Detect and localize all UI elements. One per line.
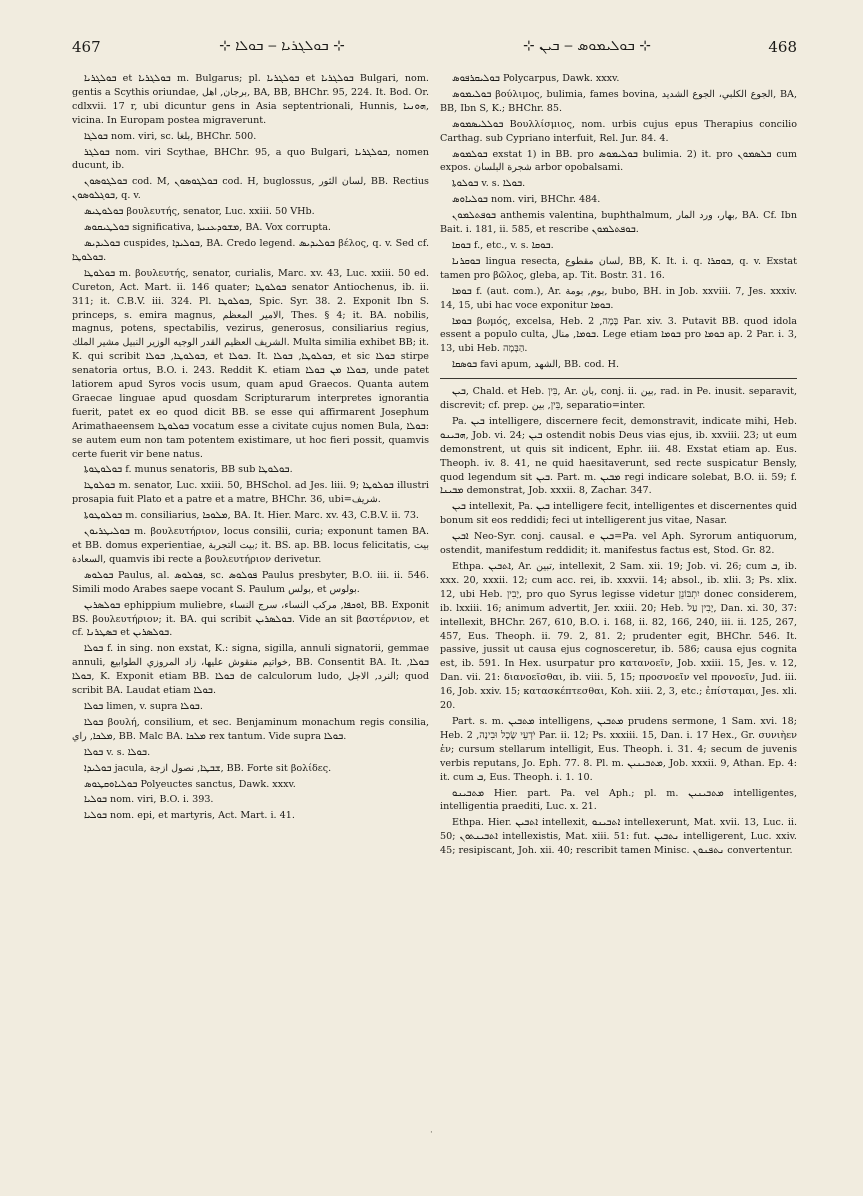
right-running-title: ⊹ ܒܘܠܝܡܘܣ ‒ ܒܝܢ ⊹ — [523, 38, 651, 54]
left-column — [72, 72, 429, 1122]
dictionary-entry: ܒܘܠܝܕܐ jacula, ܫܒܛܐ, نصول ازجة, BB. Forte sit βολίδες. — [84, 762, 332, 774]
dictionary-entry: ܐܒܝܢ Neo-Syr. conj. causal. e ܒܝܢ=Pa. vel Aph. Syrorum antiquorum, ostendit, manifestum reddidit; it. manifestus factus est, Stod. Gr. 82. — [440, 531, 797, 557]
dictionary-entry: ܒܘܠܝܐܘܣ nom. viri, BHChr. 484. — [452, 194, 601, 206]
dictionary-entry: Ethpa. Hier. ܐܬܒܝܢ intellexit, ܐܬܒܝܢܘ intellexerunt, Mat. xvii. 13, Luc. ii. 50; ܐܬܒܝܢܬܘܢ intellexistis, Mat. xiii. 51: fut. ܢܬܒܝܢ intelligerent, Luc. xxiv. 45; resipiscant, Joh. xii. 40; rescribit tamen Minisc. ܢܬܦܢܘܢ convertentur. — [440, 817, 797, 857]
dictionary-entry: ܒܘܠܘܣ Paulus, al. ܦܘܠܘܣ, sc. ܦܘܠܘܣ Paulus presbyter, B.O. iii. ii. 546. Simili modo Arabes saepe vocant S. Paulum بولس, et بولوس. — [72, 569, 429, 595]
dictionary-entry: ܒܘܠܛܝܩܘܣ significativa, ܡܫܘܕܥܢܝܬܐ, BA. Vox corrupta. — [84, 222, 331, 234]
dictionary-entry: ܒܘܦܬܠܡܘܢ anthemis valentina, buphthalmum, بهار، ورد المار, BA. Cf. Ibn Bait. i. 181, ii. 585, et rescribe ܒܘܦܬܠܡܘܢ. — [440, 210, 797, 236]
dictionary-entry: ܒܘܠܝܐ nom. epi, et martyris, Act. Mart. i. 41. — [84, 810, 295, 822]
dictionary-entry: ܒܘܠܘܛܐ m. βουλευτής, senator, curialis, Marc. xv. 43, Luc. xxiii. 50 ed. Cureton, Act. Mart. ii. 146 quater; ܒܘܠܘܛܐ senator Antiochenus, ib. ii. 311; it. C.B.V. iii. 324. Pl. ܒܘܠܘܛܐ, Spic. Syr. 38. 2. Exponit Ibn S. princeps, s. emira magnus, الامير المعظم, Thes. § 4; it. BA. nobilis, magnus, potens, spectabilis, vezirus, generosus, consiliarius regius, الشريف العظيم القدر الوجيه الوزير النبيل مشير الملك. Multa similia exhibet BB; it. K. qui scribit ܒܘܠܘܛܐ, ܒܘܠܐ, et ܒܘܠܐ. It. ܒܘܠܘܛܐ, ܒܘܠܐ, et sic ܒܘܠܐ stirpe senatoria ortus, B.O. i. 243. Reddit K. etiam ܒܘܠܐ ܡܢ ܒܘܠܐ, unde patet latiorem apud Syros vocis usum, quam apud Graecos. Quanta autem Graecae linguae apud quosdam Scripturarum interpretes ignorantia fuerit, patet ex eo quod dicit BB. se esse qui affirmarent Josephum Arimathaeensem ܒܘܠܘܛܐ vocatum esse a civitate cujus nomen Bula, ܒܘܠܐ: se autem eum non tam potentem existimare, ut hoc fieri possit, quamvis certe fuerit vir bene natus. — [72, 267, 429, 460]
left-page-number: 467 — [72, 38, 101, 56]
dictionary-entry: ܒܘܠܝܕܝܣ cuspides, ܒܘܠܝܕܐ, BA. Credo legend. ܒܘܠܝܕܝܣ βέλος, q. v. Sed cf. ܒܘܠܘܛܐ. — [72, 237, 429, 263]
dictionary-entry: Part. s. m. ܡܬܒܝܢ intelligens, ܡܬܒܝܢ prudens sermone, 1 Sam. xvi. 18; Heb. יֹדְעֵי שֶׂכֶל וּבִינָה, 2 Par. ii. 12; Ps. xxxiii. 15, Dan. i. 17 Hex., Gr. συνιὴεν ἐν; cursum stellarum intelligit, Eus. Theoph. i. 31. 4; secum de juvenis verbis reputans, Jo. Eph. 77. 8. Pl. m. ܡܬܒܝܢܝܢ, Job. xxxii. 9, Athan. Ep. 4: it. cum ܒ, Eus. Theoph. i. 1. 10. — [440, 715, 797, 783]
section-divider — [440, 378, 797, 379]
dictionary-entry: ܒܘܠܘܛܐ m. senator, Luc. xxiii. 50, BHSchol. ad Jes. liii. 9; ܒܘܠܘܛܐ illustri prosapia fuit Plato et a patre et a matre, BHChr. 36, ubi=شريف. — [72, 480, 429, 506]
dictionary-entry: ܒܘܡܐ f. (aut. com.), Ar. بوم, بومة, bubo, BH. in Job. xxviii. 7, Jes. xxxiv. 14, 15, ubi hac voce exponitur ܒܘܡܐ. — [440, 285, 797, 311]
dictionary-entry: ܒܘܠܘܛܘܬܐ f. munus senatoris, BB sub ܒܘܠܘܛܐ. — [84, 464, 293, 476]
dictionary-entry: ܒܘܠܐ v. s. ܒܘܠܐ. — [84, 746, 151, 758]
right-page-number: 468 — [768, 38, 797, 56]
dictionary-entry: ܒܘܣܩܐ favi apum, الشهد, BB. cod. H. — [452, 359, 620, 371]
dictionary-entry: ܒܝܢ, Chald. et Heb. בִּין, Ar. بان, conj. ii. بين, rad. in Pe. inusit. separavit, discrevit; cf. prep. בֵּין, بين, separatio=inter. — [440, 386, 797, 412]
dictionary-entry: ܒܘܠܝܡܘܣ βούλιμος, bulimia, fames bovina, الجوع الكلبي، الجوع الشديد, BA, BB, Ibn S, K.; BHChr. 85. — [440, 88, 797, 114]
dictionary-entry: ܒܘܠܐ f. in sing. non exstat, K.: signa, sigilla, annuli signatorii, gemmae annuli, خواتيم منقوش عليها، زاد المروزي الطوابيع, BB. Consentit BA. It. ܒܘܠܐ, ܒܘܠܐ, K. Exponit etiam BB. ܒܘܠܐ de calculorum ludo, النرد, الاجل; quod scribit BA. Laudat etiam ܒܘܠܐ. — [72, 643, 429, 697]
dictionary-entry: ܒܘܠܓܪܝܐ et ܒܘܠܓܪܝܐ m. Bulgarus; pl. ܒܘܠܓܪܝܐ et ܒܘܠܓܪܝܐ Bulgari, nom. gentis a Scythis oriundae, برجان, اهل, BA, BB, BHChr. 95, 224. It. Bod. Or. cdlxvii. 17 r, ubi dicuntur gens in Asia septentrionali, Hunnis, ܗܘܢܝܐ, vicina. In Europam postea migraverunt. — [72, 73, 429, 126]
dictionary-entry: ܒܘܩܐ f., etc., v. s. ܒܘܩܐ. — [452, 239, 554, 251]
dictionary-entry: ܒܘܠܡܘܣ exstat 1) in BB. pro ܒܘܠܝܡܘܣ bulimia. 2) it. pro ܒܠܣܡܘܢ cum expos. شجرة البلسان arbor opobalsami. — [440, 148, 797, 174]
page-header — [72, 38, 797, 62]
dictionary-entry: ܒܝܢ intellexit, Pa. ܒܝܢ intelligere fecit, intelligentes et discernentes quid bonum sit eos reddidi; feci ut intelligerent jus vitae, Nasar. — [440, 501, 797, 527]
dictionary-entry: ܒܘܠܝܩܪܦܘܣ Polycarpus, Dawk. xxxv. — [452, 73, 620, 84]
dictionary-entry: ܒܘܠܓܘܣܘܢ cod. M, ܒܘܠܓܘܣܘܢ cod. H, buglossus, لسان الثور, BB. Rectius ܒܘܓܠܘܣܘܢ, q. v. — [72, 176, 429, 202]
dictionary-entry: ܒܘܩܪܢܐ lingua resecta, لسان مقطوع, BB, K. It. i. q. ܒܘܩܪܐ, q. v. Exstat tamen pro βῶλος, gleba, ap. Tit. Bostr. 31. 16. — [440, 255, 797, 281]
dictionary-entry: ܒܘܠܘܬܐ v. s. ܒܘܠܐ. — [452, 178, 526, 190]
dictionary-entry: ܡܬܒܝܢܘ Hier. part. Pa. vel Aph.; pl. m. ܡܬܒܝܢܝܢ intelligentes, intelligentia praediti, Luc. x. 21. — [440, 787, 797, 813]
right-column-entries-bottom — [440, 385, 797, 858]
dictionary-entry: ܒܘܠܠܝܣܡܘܣ Βουλλίσμιος, nom. urbis cujus epus Therapius concilio Carthag. sub Cypriano interfuit, Rel. Jur. 84. 4. — [440, 118, 797, 144]
dictionary-entry: ܒܘܠܓܐ nom. viri, sc. بلغا, BHChr. 500. — [84, 130, 257, 142]
dictionary-entry: ܒܘܡܐ βωμός, excelsa, Heb. בָּמָה, 2 Par. xiv. 3. Putavit BB. quod idola essent a populo culta, ܒܘܡܐ, منال. Lege etiam ܒܘܡܐ pro ܒܘܡܐ ap. 2 Par. i. 3, 13, ubi Heb. הַבָּמָה. — [440, 315, 797, 355]
dictionary-entry: ܒܘܠܘܛܘܬܐ m. consiliarius, ܡܠܘܟܐ, BA. It. Hier. Marc. xv. 43, C.B.V. ii. 73. — [84, 510, 419, 522]
dictionary-entry: ܒܘܠܓܪ nom. viri Scythae, BHChr. 95, a quo Bulgari, ܒܘܠܓܪܝܐ, nomen ducunt, ib. — [72, 146, 429, 172]
dictionary-entry: ܒܘܠܝܐܘܩܛܘܣ Polyeuctes sanctus, Dawk. xxxv. — [84, 778, 296, 790]
dictionary-entry: ܒܘܠܘܛܝܣ βουλευτής, senator, Luc. xxiii. 50 VHb. — [84, 206, 315, 218]
dictionary-entry: ܒܘܠܝܐ nom. viri, B.O. i. 393. — [84, 794, 214, 806]
dictionary-entry: Pa. ܒܝܢ intelligere, discernere fecit, demonstravit, indicate mihi, Heb. ܗܒܝܢܘ, Job. vi. 24; ܒܝܢ ostendit nobis Deus vias ejus, ib. xxviii. 23; ut eum demonstrent, ut quis sit indicent, Ephr. iii. 48. Exstat etiam ap. Eus. Theoph. iv. 8. 41, ne quid haesitaverunt, sed recte suspicatur Bensly, quod legendum sit ܒܝܢ. Part. m. ܡܒܝܢ regi indicare solebat, B.O. ii. 59; f. ܡܒܝܢܐ demonstrat, Job. xxxii. 8, Zachar. 347. — [440, 415, 797, 497]
right-column-entries-top — [440, 72, 797, 372]
dictionary-entry: ܒܘܠܣܪܝܢ ephippium muliebre, ܐܘܟܦܐ, مركب النساء، سرج النساء, BB. Exponit BS. βουλευτήριον; it. BA. qui scribit ܒܘܠܣܪܝܢ. Vide an sit βαστέρνιον, et cf. ܒܣܛܪܢܐ et ܒܘܠܣܪܝܢ. — [72, 599, 429, 639]
print-mark: · — [430, 1128, 433, 1138]
dictionary-entry: ܒܘܠܝܛܪܝܘܢ m. βουλευτήριον, locus consilii, curia; exponunt tamen BA. et BB. domus experientiae, بيت التجربة; it. BS. ap. BB. locus felicitatis, بيت السعادة, quamvis ibi recte a βουλευτήριον derivetur. — [72, 526, 429, 565]
left-running-title: ⊹ ܒܘܠܓܪܝܐ ‒ ܒܘܠܐ ⊹ — [219, 38, 345, 54]
right-column — [440, 72, 797, 1122]
dictionary-entry: ܒܘܠܐ limen, v. supra ܒܘܠܐ. — [84, 700, 203, 712]
dictionary-entry: Ethpa. ܐܬܒܝܢ, Ar. تبين, intellexit, 2 Sam. xii. 19; Job. vi. 26; cum ܒ, ib. xxx. 20, xxxii. 12; cum acc. rei, ib. xxxvii. 14; absol., ib. xlii. 3; Ps. xlix. 12, ubi Heb. יָבִין, pro quo Syrus legisse videtur יִתְבּוֹנֵן donec considerem, ib. lxxiii. 16; animum advertit, Jer. xxiii. 20; Heb. יָבִין עַל, Dan. xi. 30, 37: intellexit, BHChr. 267, 610, B.O. i. 168, ii. 82, 166, 240, iii. ii. 125, 267, 457, Eus. Theoph. ii. 79. 2, 81. 2; prudenter egit, BHChr. 546. It. passive, jussit ut causa ejus cognosceretur, ib. 586; causa ejus cognita est, ib. 591. In Hex. usurpatur pro κατανοεῖν, Job. xxiii. 15, Jes. v. 12, Dan. vii. 21: διανοεῖσθαι, ib. viii. 5, 15; προσνοεῖν vel προνοεῖν, Jud. iii. 16, Job. xxiv. 15; κατασκέπτεσθαι, Koh. xiii. 2, 3, etc.; ἐπίσταμαι, Jes. xli. 20. — [440, 561, 797, 712]
dictionary-entry: ܒܘܠܐ βουλή, consilium, et sec. Benjaminum monachum regis consilia, ܡܠܟܐ, راي, BB. Malc BA. ܡܠܟܐ rex tantum. Vide supra ܒܘܠܐ. — [72, 716, 429, 742]
